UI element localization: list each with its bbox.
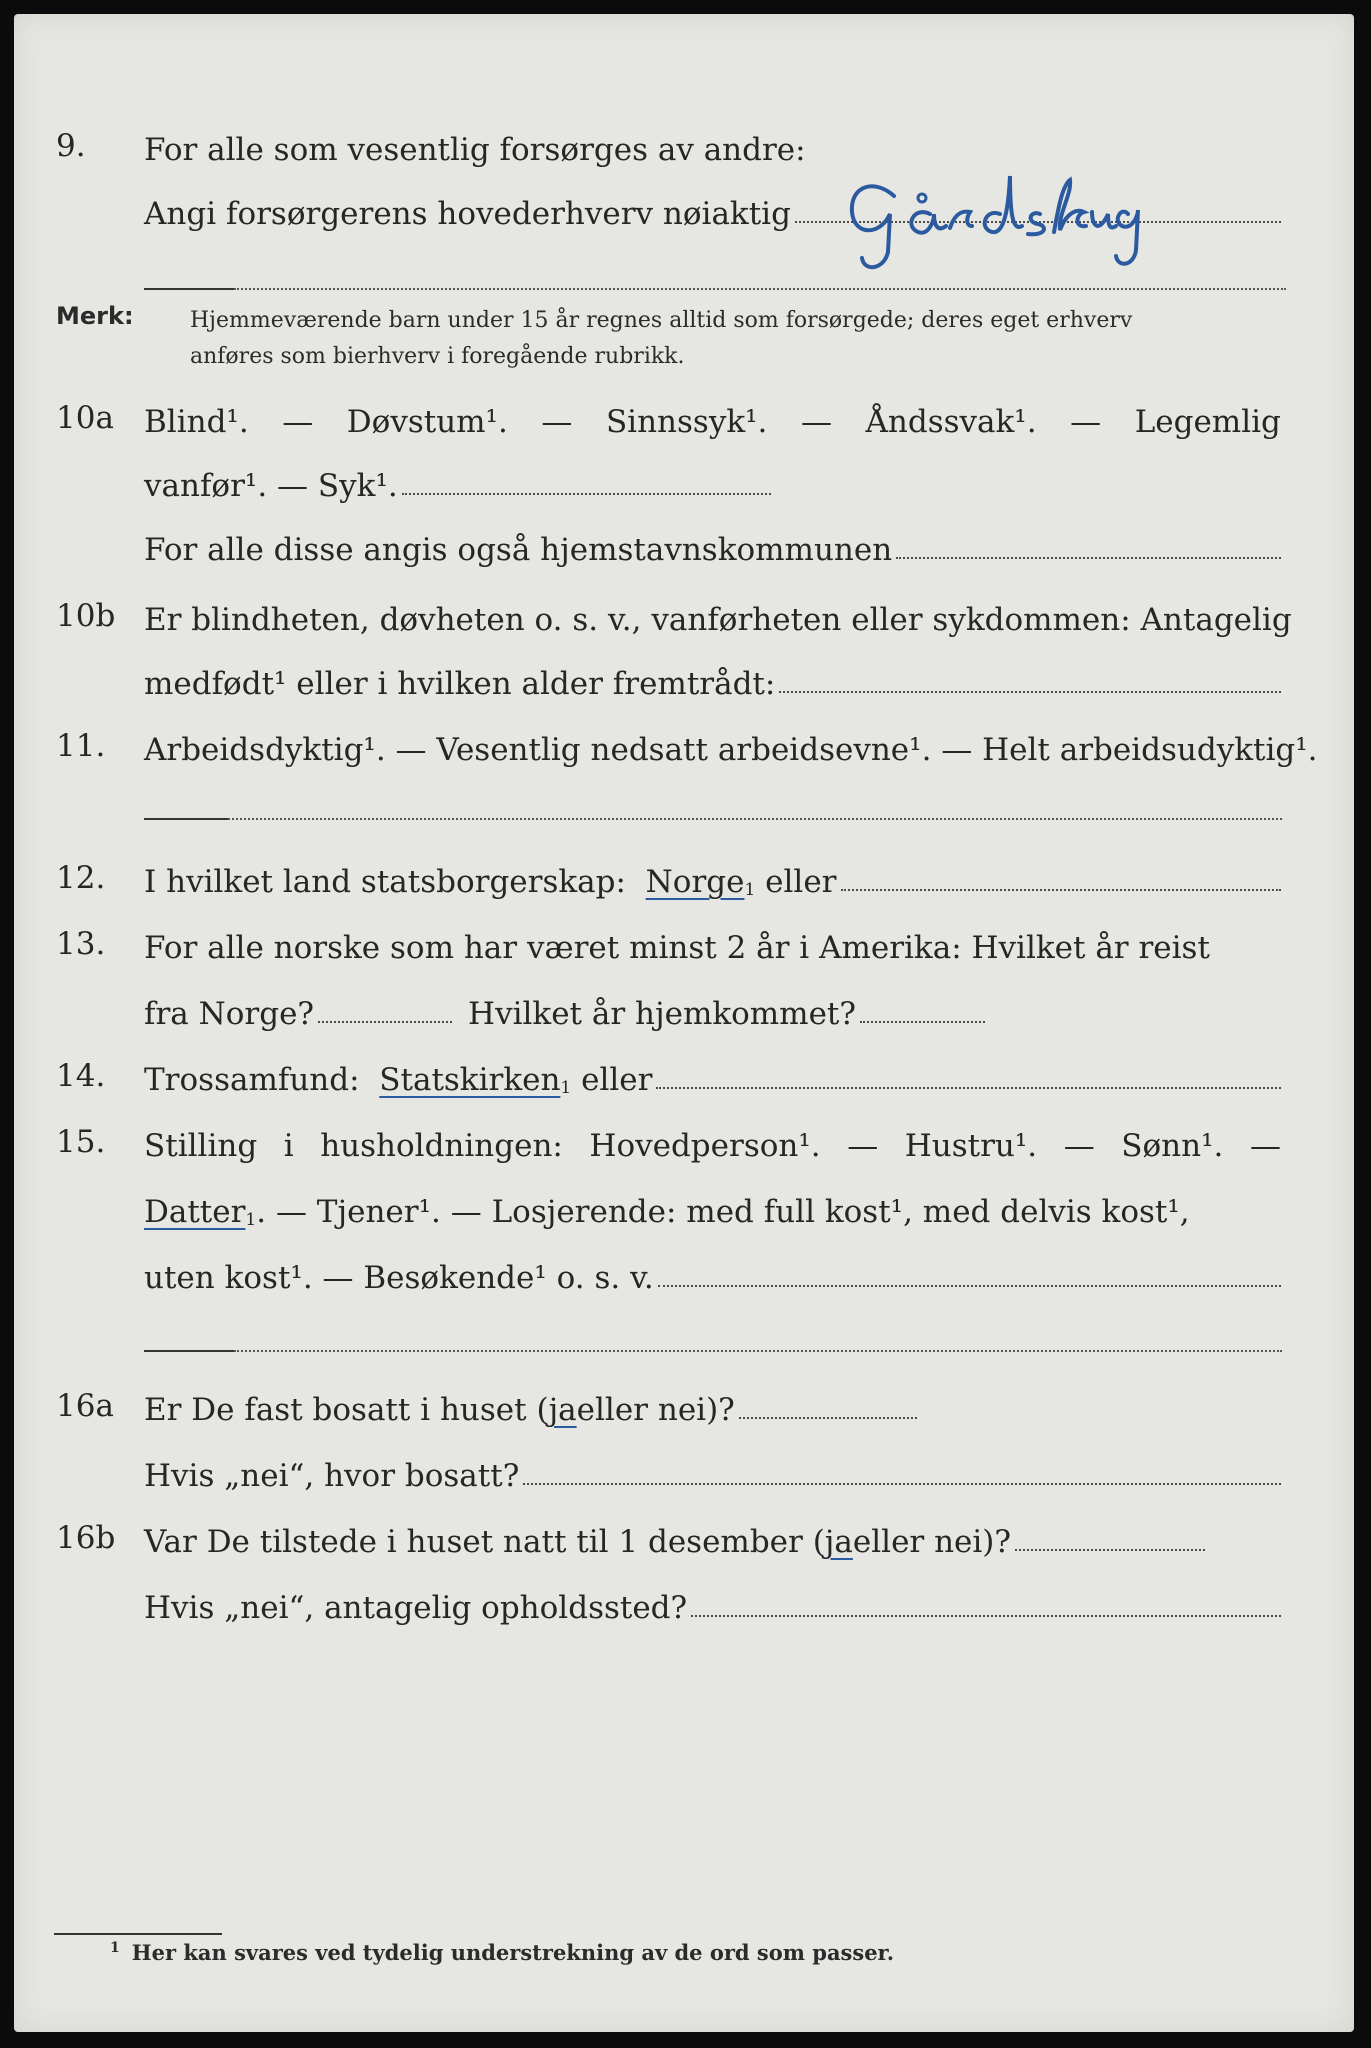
section-divider — [144, 288, 234, 290]
q16b-line1 — [144, 1514, 1205, 1560]
q15-line3-text[interactable]: uten kost¹. — Besøkende¹ o. s. v. — [144, 1260, 654, 1296]
q10a-syk-field[interactable] — [402, 492, 771, 495]
q15-number: 15. — [56, 1124, 106, 1160]
footnote-rule — [54, 1933, 222, 1935]
q16b-field[interactable] — [1015, 1548, 1205, 1551]
q13-reist-label: fra Norge? — [144, 996, 315, 1032]
q15-opt-sonn[interactable]: Sønn¹. — [1121, 1128, 1224, 1164]
q10b-line1 — [144, 592, 1292, 638]
q14-other-field[interactable] — [656, 1086, 1281, 1089]
q15-line3 — [144, 1250, 1281, 1296]
q10a-dash: — — [282, 404, 314, 440]
section-divider-dotted — [234, 1350, 1282, 1352]
q16b-number: 16b — [56, 1520, 116, 1556]
q10a-dash: — — [541, 404, 573, 440]
q16a-question-pre: Er De fast bosatt i huset ( — [144, 1392, 549, 1428]
q14-line1 — [144, 1052, 1281, 1098]
section-divider-dotted — [234, 288, 1286, 290]
note-line1: Hjemmeværende barn under 15 år regnes alltid som forsørgede; deres eget erhverv — [190, 308, 1133, 333]
q16a-number: 16a — [56, 1388, 114, 1424]
q14-footnote-mark: 1 — [560, 1078, 572, 1098]
q15-line2-rest[interactable]: . — Tjener¹. — Losjerende: med full kost¹, med delvis kost¹, — [256, 1194, 1190, 1230]
q13-line1-text: For alle norske som har været minst 2 år i Amerika: Hvilket år reist — [144, 930, 1210, 966]
q16b-opholdssted-field[interactable] — [691, 1614, 1281, 1617]
q16a-answer-ja[interactable]: ja — [548, 1392, 577, 1428]
q10a-opt-andssvak[interactable]: Åndssvak¹. — [865, 404, 1037, 440]
q16a-line2 — [144, 1448, 1281, 1494]
note-line2: anføres som bierhverv i foregående rubrikk. — [190, 344, 685, 369]
q15-word: husholdningen: — [320, 1128, 563, 1164]
q14-eller: eller — [581, 1062, 653, 1098]
q10a-opt-blind[interactable]: Blind¹. — [144, 404, 249, 440]
q16b-line2-text: Hvis „nei“, antagelig opholdssted? — [144, 1590, 688, 1626]
q15-other-field[interactable] — [658, 1284, 1281, 1287]
footnote-mark: 1 — [110, 1940, 120, 1956]
q10a-hjemstavn-field[interactable] — [896, 556, 1281, 559]
q12-line1 — [144, 854, 1281, 900]
footnote — [110, 1940, 894, 1965]
q10a-line3-text: For alle disse angis også hjemstavnskommunen — [144, 532, 893, 568]
q15-dash: — — [1063, 1128, 1095, 1164]
q9-line1 — [144, 122, 1281, 168]
q10a-dash: — — [800, 404, 832, 440]
q12-answer-norge[interactable]: Norge — [645, 864, 745, 900]
footnote-text: Her kan svares ved tydelig understrekning av de ord som passer. — [131, 1940, 895, 1965]
q10b-line2 — [144, 656, 1281, 702]
q10a-number: 10a — [56, 400, 114, 436]
q16b-question-pre: Var De tilstede i huset natt til 1 desember ( — [144, 1524, 825, 1560]
q16a-bosatt-field[interactable] — [523, 1482, 1281, 1485]
q12-eller: eller — [765, 864, 837, 900]
q15-word: i — [283, 1128, 294, 1164]
q15-opt-hovedperson[interactable]: Hovedperson¹. — [589, 1128, 821, 1164]
q15-opt-hustru[interactable]: Hustru¹. — [904, 1128, 1038, 1164]
q16a-line1 — [144, 1382, 917, 1428]
q13-number: 13. — [56, 926, 106, 962]
q11-number: 11. — [56, 728, 106, 764]
q9-answer-field[interactable] — [795, 220, 1281, 223]
q13-hjemkommet-label: Hvilket år hjemkommet? — [468, 996, 857, 1032]
q12-number: 12. — [56, 860, 106, 896]
q15-word: Stilling — [144, 1128, 258, 1164]
q9-line2 — [144, 186, 1281, 232]
q13-hjemkommet-field[interactable] — [860, 1020, 985, 1023]
q15-line1 — [144, 1118, 1281, 1164]
q10a-line3 — [144, 522, 1281, 568]
q11-options[interactable]: Arbeidsdyktig¹. — Vesentlig nedsatt arbeidsevne¹. — Helt arbeidsudyktig¹. — [144, 732, 1318, 768]
q12-label: I hvilket land statsborgerskap: — [144, 864, 626, 900]
q9-label: Angi forsørgerens hovederhverv nøiaktig — [144, 196, 791, 232]
note-text — [190, 303, 1290, 375]
q10a-line1 — [144, 394, 1281, 440]
q10a-dash: — — [1070, 404, 1102, 440]
q14-label: Trossamfund: — [144, 1062, 360, 1098]
q10b-line2-text: medfødt¹ eller i hvilken alder fremtrådt: — [144, 666, 776, 702]
q12-other-country-field[interactable] — [841, 888, 1282, 891]
q11-line1 — [144, 722, 1318, 768]
q10a-opt-dovstum[interactable]: Døvstum¹. — [346, 404, 508, 440]
q10a-line2-text: vanfør¹. — Syk¹. — [144, 468, 398, 504]
section-divider-dotted — [228, 818, 1282, 820]
q16a-line2-text: Hvis „nei“, hvor bosatt? — [144, 1458, 520, 1494]
q9-number: 9. — [56, 128, 86, 164]
section-divider — [144, 818, 228, 820]
q10a-line2 — [144, 458, 771, 504]
q16b-question-post: eller nei)? — [852, 1524, 1012, 1560]
section-divider — [144, 1350, 234, 1352]
q16b-answer-ja[interactable]: ja — [824, 1524, 853, 1560]
q15-dash: — — [847, 1128, 879, 1164]
q14-number: 14. — [56, 1058, 106, 1094]
q10a-opt-legemlig[interactable]: Legemlig — [1134, 404, 1281, 440]
q13-reist-field[interactable] — [318, 1020, 452, 1023]
q16a-field[interactable] — [739, 1416, 917, 1419]
q15-line2 — [144, 1184, 1281, 1230]
note-label: Merk: — [56, 302, 134, 330]
q15-footnote-mark: 1 — [245, 1210, 257, 1230]
q14-answer-statskirken[interactable]: Statskirken — [379, 1062, 561, 1098]
q9-question-text: For alle som vesentlig forsørges av andre: — [144, 132, 806, 168]
q16b-line2 — [144, 1580, 1281, 1626]
q13-line2 — [144, 986, 985, 1032]
q13-line1 — [144, 920, 1281, 966]
q16a-question-post: eller nei)? — [576, 1392, 735, 1428]
q12-footnote-mark: 1 — [744, 880, 756, 900]
q15-dash: — — [1249, 1128, 1281, 1164]
q10b-number: 10b — [56, 598, 116, 634]
q10b-line1-text: Er blindheten, døvheten o. s. v., vanførheten eller sykdommen: Antagelig — [144, 602, 1292, 638]
q15-answer-datter[interactable]: Datter — [144, 1194, 246, 1230]
q10b-alder-field[interactable] — [779, 690, 1281, 693]
q10a-opt-sinnssyk[interactable]: Sinnssyk¹. — [605, 404, 768, 440]
